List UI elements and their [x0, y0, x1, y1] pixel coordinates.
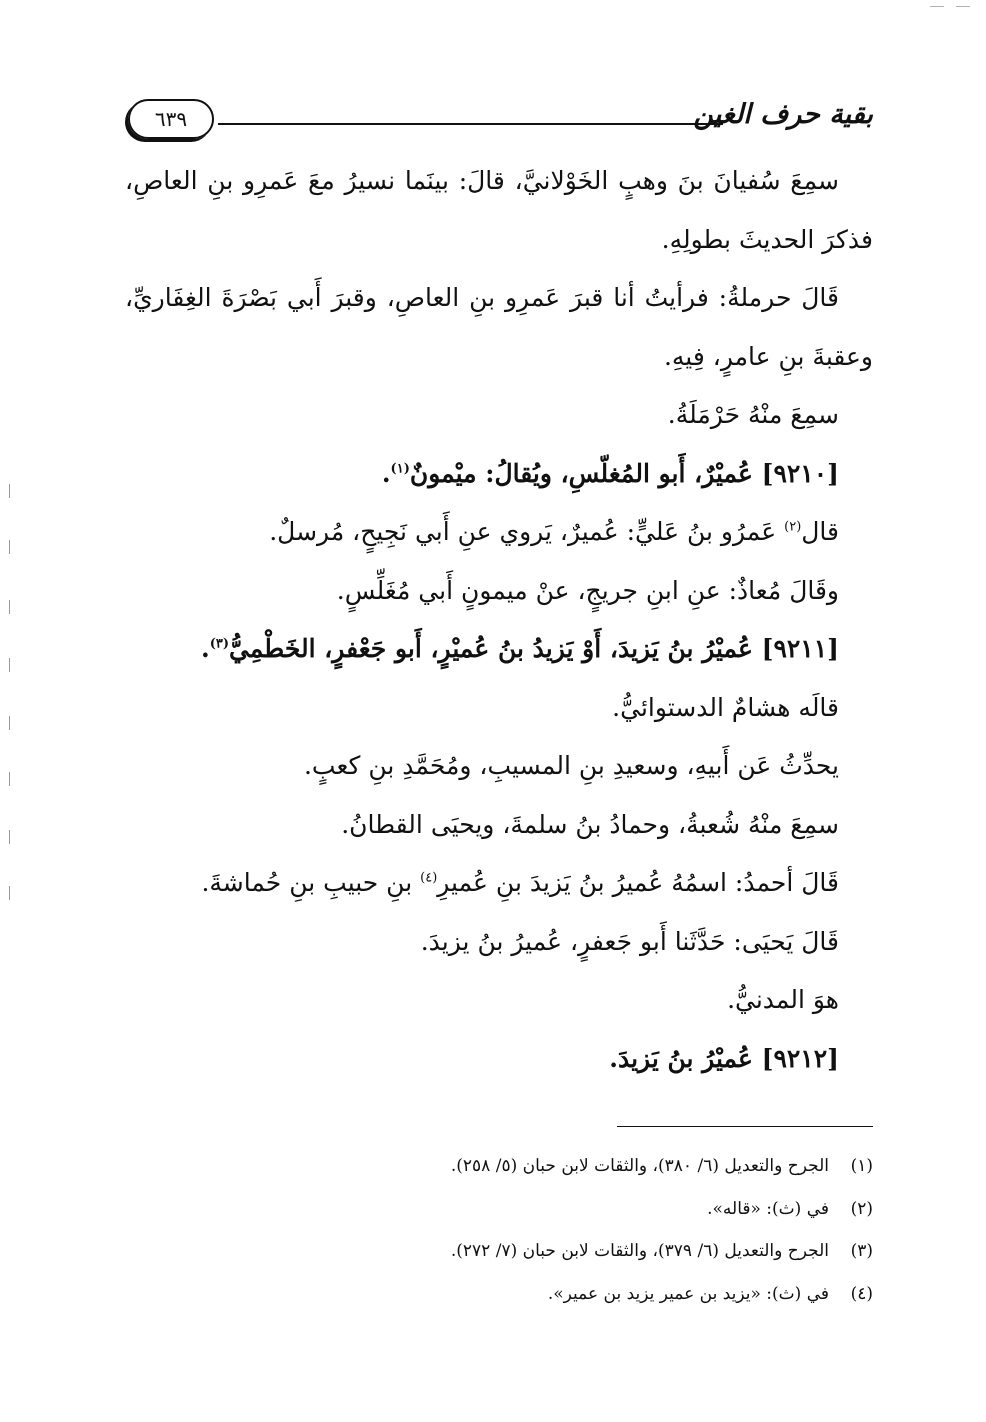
- footnote-ref-2: (٢): [784, 519, 802, 535]
- footnote-item: [173, 1188, 873, 1231]
- scan-edge-mark: [9, 830, 10, 844]
- footnote-text: الجرح والتعديل (٦/ ٣٧٩)، والثقات لابن حبان (٧/ ٢٧٢).: [450, 1241, 829, 1261]
- footnote-item: [173, 1230, 873, 1273]
- footnote-ref-1: (١): [390, 461, 410, 477]
- entry-heading-9212: [٩٢١٢] عُميْرُ بنُ يَزيدَ.: [609, 1043, 839, 1073]
- paragraph-text: قال: [801, 517, 839, 546]
- entry-heading-text: [٩٢١٠] عُميْرٌ، أَبو المُغلّسِ، ويُقالُ: ميْمونٌ: [409, 458, 839, 488]
- paragraph-line: سمِعَ منْهُ حَرْمَلَةُ.: [667, 400, 839, 429]
- scan-edge-mark: [9, 540, 10, 554]
- body-text: [125, 152, 873, 1088]
- footnote-ref-3: (٣): [209, 636, 230, 652]
- footnote-text: في (ث): «يزيد بن عمير يزيد بن عمير».: [547, 1283, 829, 1304]
- footnote-ref-4: (٤): [420, 870, 438, 886]
- paragraph-line: سمِعَ منْهُ شُعبةُ، وحمادُ بنُ سلمةَ، ويحيَى القطانُ.: [341, 809, 839, 839]
- scan-corner-mark: [956, 6, 970, 7]
- footnote-number: (٣): [850, 1241, 873, 1261]
- scan-edge-mark: [9, 484, 10, 498]
- footnote-number: (١): [850, 1156, 873, 1176]
- paragraph-line: هوَ المدنيُّ.: [727, 985, 839, 1014]
- paragraph-line: قَالَ يَحيَى: حَدَّثَنا أَبو جَعفرٍ، عُميرُ بنُ يزيدَ.: [420, 926, 839, 956]
- footnote-number: (٤): [850, 1283, 873, 1304]
- paragraph-line: يحدِّثُ عَن أَبيهِ، وسعيدِ بنِ المسيبِ، ومُحَمَّدِ بنِ كعبٍ.: [303, 751, 839, 780]
- paragraph-line: [125, 503, 873, 562]
- scan-edge-mark: [9, 658, 10, 672]
- entry-heading-text: [٩٢١١] عُميْرُ بنُ يَزيدَ، أَوْ يَزيدُ بنُ عُميْرٍ، أَبو جَعْفرٍ، الخَطْمِيُّ: [229, 634, 839, 663]
- entry-heading-9210: [٩٢١٠] عُميْرٌ، أَبو المُغلّسِ، ويُقالُ: ميْمونٌ$^{(١)}$.: [381, 458, 839, 488]
- scan-corner-mark: [930, 6, 944, 7]
- footnote-item: [173, 1145, 873, 1188]
- scan-edge-mark: [9, 600, 10, 614]
- paragraph-text: بنِ حبيبِ بنِ حُماشةَ.: [201, 868, 421, 897]
- page-number-badge: ٦٣٩: [128, 99, 214, 139]
- paragraph-text: قَالَ أحمدُ: اسمُهُ عُميرُ بنُ يَزيدَ بنِ عُميرِ: [437, 868, 839, 897]
- running-header: [128, 95, 873, 145]
- paragraph-text: عَمرُو بنُ عَليٍّ: عُميرٌ، يَروي عنِ أَبي نَجِيحٍ، مُرسلٌ.: [269, 517, 785, 546]
- footnote-item: [173, 1273, 873, 1316]
- footnote-number: (٢): [850, 1198, 873, 1219]
- scan-edge-mark: [9, 716, 10, 730]
- scan-edge-mark: [9, 886, 10, 900]
- footnote-separator: [617, 1126, 873, 1127]
- header-rule: [218, 123, 723, 125]
- paragraph-line: قالَه هشامٌ الدستوائيُّ.: [612, 692, 839, 722]
- paragraph-line: وقَالَ مُعاذٌ: عنِ ابنِ جريجٍ، عنْ ميمونٍ أَبي مُغَلِّسٍ.: [336, 575, 839, 605]
- paragraph-line: وعقبةَ بنِ عامرٍ، فِيهِ.: [663, 341, 873, 371]
- running-header-title: بقية حرف الغين: [693, 99, 873, 130]
- footnotes: [173, 1145, 873, 1315]
- footnote-text: الجرح والتعديل (٦/ ٣٨٠)، والثقات لابن حبان (٥/ ٢٥٨).: [450, 1156, 829, 1176]
- paragraph-line: فذكرَ الحديثَ بطولِهِ.: [661, 224, 873, 254]
- paragraph-line: قَالَ حرملةُ: فرأيتُ أنا قبرَ عَمرِو بنِ العاصِ، وقبرَ أَبي بَصْرَةَ الغِفَاريِّ،: [125, 283, 839, 312]
- paragraph-line: سمِعَ سُفيانَ بنَ وهبٍ الخَوْلانيَّ، قالَ: بينَما نسيرُ معَ عَمرِو بنِ العاصِ،: [125, 166, 839, 195]
- entry-heading-9211: [٩٢١١] عُميْرُ بنُ يَزيدَ، أَوْ يَزيدُ بنُ عُميْرٍ، أَبو جَعْفرٍ، الخَطْمِيُّ$^{(٣)}$.: [201, 634, 839, 663]
- footnote-text: في (ث): «قاله».: [707, 1198, 829, 1219]
- scan-edge-mark: [9, 772, 10, 786]
- paragraph-line: [125, 854, 873, 913]
